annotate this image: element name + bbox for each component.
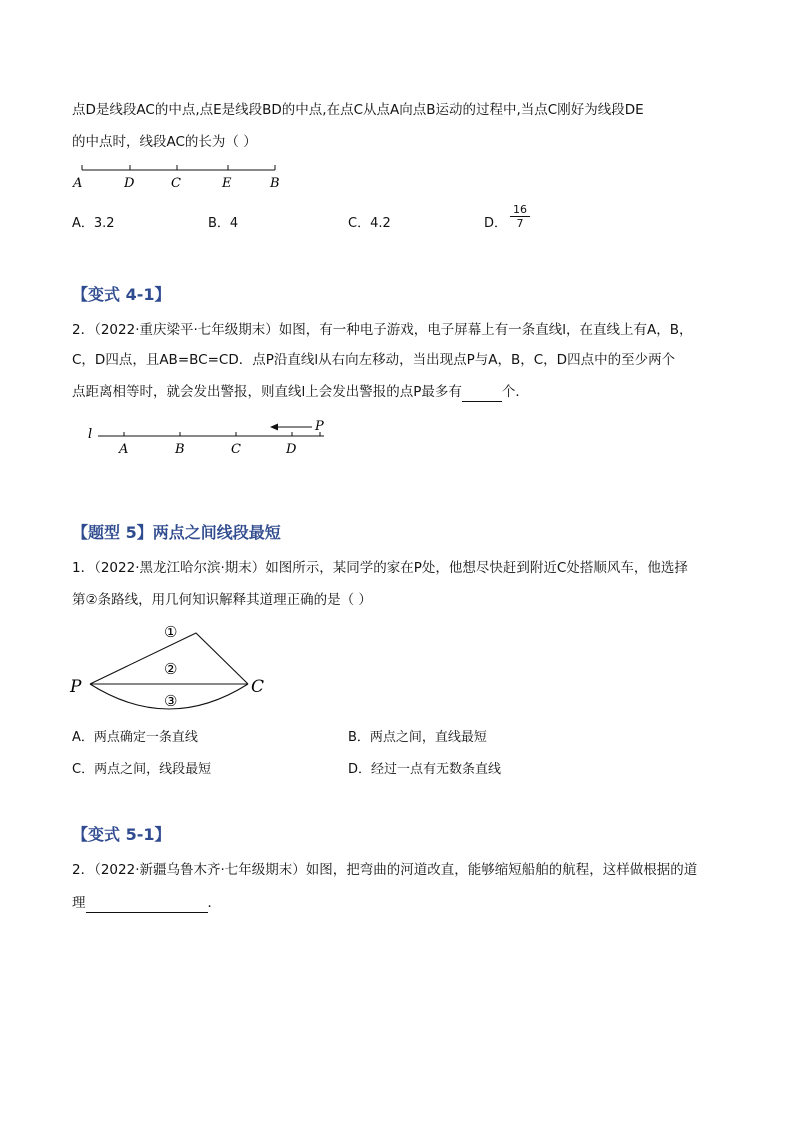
question-text-line [72,382,529,402]
option-b: B．两点之间，直线最短 [348,730,487,745]
route-3-label: ③ [164,692,178,710]
question-text: 理 [72,895,86,911]
point-label-d: D [286,442,297,457]
fraction-numerator: 16 [510,203,530,217]
option-d-fraction [510,203,530,230]
point-label-c: C [251,677,265,697]
question-text-line: C，D四点，且AB=BC=CD．点P沿直线l从右向左移动，当出现点P与A，B，C，D四点中的至少两个 [72,352,676,368]
route-figure-p-to-c [66,616,276,716]
answer-blank[interactable] [86,898,208,913]
answer-blank[interactable] [462,387,502,402]
arrow-left-icon [270,424,278,431]
line-label-l: l [88,427,93,442]
route-1-label: ① [164,623,178,641]
line-l-figure [84,418,334,460]
question-text-line: 第②条路线，用几何知识解释其道理正确的是（ ） [72,592,372,608]
point-label-p: P [315,419,324,434]
section-heading: 【变式 5-1】 [72,825,171,844]
option-a: A．3.2 [72,216,115,231]
section-heading: 【变式 4-1】 [72,285,171,304]
point-label-c: C [171,176,181,191]
question-text-line: 2．（2022·新疆乌鲁木齐·七年级期末）如图，把弯曲的河道改直，能够缩短船舶的航程，这样做根据的道 [72,862,698,878]
option-b: B．4 [208,216,239,231]
point-label-c: C [231,442,241,457]
point-label-a: A [73,176,83,191]
point-label-e: E [222,176,232,191]
question-text: ． [207,895,221,911]
question-text-line: 1．（2022·黑龙江哈尔滨·期末）如图所示，某同学的家在P处，他想尽快赶到附近C处搭顺风车，他选择 [72,560,688,576]
question-text-line: 的中点时，线段AC的长为（ ） [72,134,257,150]
option-a: A．两点确定一条直线 [72,730,198,745]
option-d: D．经过一点有无数条直线 [348,762,502,777]
point-label-a: A [119,442,129,457]
question-text-line: 2．（2022·重庆梁平·七年级期末）如图，有一种电子游戏，电子屏幕上有一条直线l，在直线上有A，B， [72,322,693,338]
option-c: C．4.2 [348,216,391,231]
point-label-p: P [70,677,82,697]
route-2-label: ② [164,660,178,678]
point-label-b: B [270,176,280,191]
segment-figure-adceb [70,160,290,194]
option-c: C．两点之间，线段最短 [72,762,212,777]
question-text: 点距离相等时，就会发出警报，则直线l上会发出警报的点P最多有 [72,384,462,400]
point-label-d: D [124,176,135,191]
question-text-line: 点D是线段AC的中点,点E是线段BD的中点,在点C从点A向点B运动的过程中,当点C刚好为线段DE [72,102,644,118]
option-d: D． [484,216,508,231]
question-text-line [72,893,221,913]
section-heading: 【题型 5】两点之间线段最短 [72,523,281,542]
question-text: 个． [501,384,529,400]
point-label-b: B [175,442,185,457]
fraction-denominator: 7 [516,217,524,230]
